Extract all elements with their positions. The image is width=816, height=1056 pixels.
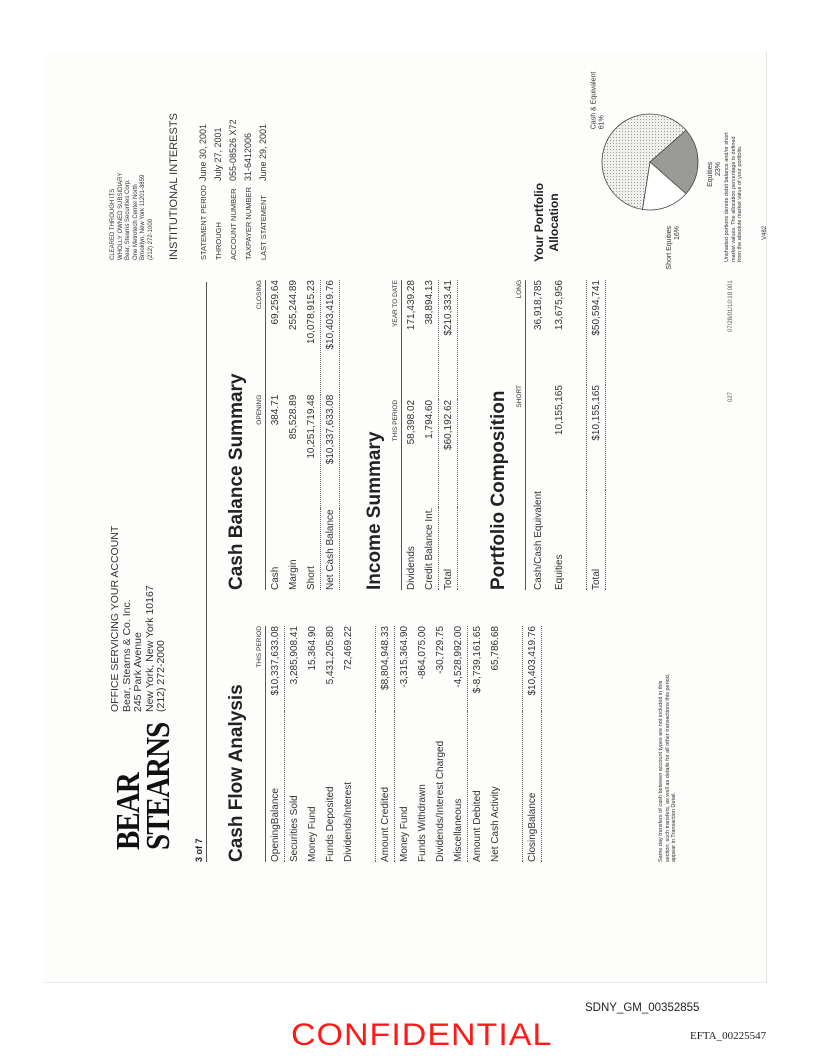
cash-flow-table <box>254 626 542 862</box>
table-row: Credit Balance Int. 1,794.60 38,894.13 <box>423 280 435 590</box>
rotated-statement-content <box>44 52 766 982</box>
bates-number: SDNY_GM_00352855 <box>585 1002 700 1014</box>
table-row: Dividends/Interest 72,469.22 <box>342 626 354 862</box>
portfolio-composition-title: Portfolio Composition <box>488 390 509 590</box>
table-row: Total $60,192.62 $210,333.41 <box>439 280 458 590</box>
portfolio-composition-table: SHORT LONG Cash/Cash Equivalent 36,918,785 Equities 10,155,165 13,675,956 Total $10,155,165 $50,594,741 <box>514 280 606 590</box>
page-number: 3 of 7 <box>194 838 204 862</box>
table-row: Short 10,251,719.48 10,078,915.23 <box>305 280 317 590</box>
form-code: V482 <box>762 225 768 240</box>
cash-flow-col-header: THIS PERIOD <box>254 626 266 862</box>
table-row: Dividends/Interest Charged -30,729.75 <box>434 626 446 862</box>
account-type-label: INSTITUTIONAL INTERESTS <box>168 113 180 260</box>
table-row: Total $10,155,165 $50,594,741 <box>587 280 606 590</box>
table-row: Money Fund -3,315,364.90 <box>395 626 414 862</box>
scanned-statement-page <box>44 52 767 983</box>
table-row: Equities 10,155,165 13,675,956 <box>553 280 565 590</box>
footer-code: 027 <box>728 391 734 402</box>
statement-meta: STATEMENT PERIOD June 30, 2001 THROUGH July 27, 2001 ACCOUNT NUMBER 055-08526 X72 TAXPAYER NUMBER 31-6412006 LAST STATEMENT June 29, 2001 <box>198 119 268 260</box>
table-row: Net Cash Balance $10,337,633.08 $10,403,419.76 <box>321 280 340 590</box>
table-row: Securities Sold 3,285,908.41 <box>285 626 304 862</box>
footer-timestamp: 07/28/01/10:18 001 <box>728 280 734 332</box>
table-row: Amount Debited $-8,739,161.65 <box>468 626 487 862</box>
allocation-pie-chart <box>588 62 722 270</box>
table-row: Dividends 58,398.02 171,439.28 <box>405 280 417 590</box>
table-row: Miscellaneous -4,528,992.00 <box>452 626 464 862</box>
table-row: ClosingBalance $10,403,419.76 <box>523 626 542 862</box>
confidential-stamp: CONFIDENTIAL <box>291 1017 553 1053</box>
table-row: Cash 384.71 69,259.64 <box>269 280 281 590</box>
cash-balance-table: OPENING CLOSING Cash 384.71 69,259.64 Margin 85,528.89 255,244.89 Short 10,251,719.48 10,078,915.23 Net Cash Balance $10,337,633.08 $10,403,419.76 <box>254 280 340 590</box>
table-row: Cash/Cash Equivalent 36,918,785 <box>532 280 544 590</box>
income-summary-title: Income Summary <box>364 431 385 590</box>
pie-label: Short Equities16% <box>666 225 682 270</box>
bear-stearns-logo: BEAR STEARNS <box>110 722 177 850</box>
header-rule <box>206 282 207 862</box>
clearing-firm-address: CLEARED THROUGH ITS WHOLLY OWNED SUBSIDIARY Bear, Stearns Securities Corp. One Metrotech Center North Brooklyn, New York 11201-3859 (212) 272-1000 <box>110 172 154 260</box>
table-row: OpeningBalance $10,337,633.08 <box>269 626 281 862</box>
pie-label: Equities23% <box>707 162 722 187</box>
table-row: Net Cash Activity 65,786.68 <box>489 626 501 862</box>
table-row: Funds Withdrawn -864,075.00 <box>416 626 428 862</box>
cash-balance-title: Cash Balance Summary <box>226 373 247 590</box>
income-summary-table: THIS PERIOD YEAR TO DATE Dividends 58,398.02 171,439.28 Credit Balance Int. 1,794.60 38,894.13 Total $60,192.62 $210,333.41 <box>390 280 458 590</box>
allocation-title: Your Portfolio Allocation <box>532 182 561 262</box>
office-servicing-address: OFFICE SERVICING YOUR ACCOUNT Bear, Stearns & Co. Inc. 245 Park Avenue New York, New York 10167 (212) 272-2000 <box>109 525 167 712</box>
table-row: Money Fund 15,364.90 <box>306 626 318 862</box>
allocation-footnote: Unshaded portions denote debit balance and/or short market values. The allocation percentage is defined from the absolute market value of your portfolio. <box>724 132 743 262</box>
cash-flow-footnote: Same day transfers of cash between account types are not included in this section; such transfers, as well as details for all other transactions this period, appear in Transaction Detail. <box>658 673 677 862</box>
table-row: Margin 85,528.89 255,244.89 <box>287 280 299 590</box>
efta-number: EFTA_00225547 <box>690 1030 767 1042</box>
table-row: Funds Deposited 5,431,205.80 <box>324 626 336 862</box>
table-row: Amount Credited $8,804,948.33 <box>376 626 395 862</box>
cash-flow-title: Cash Flow Analysis <box>226 684 247 862</box>
pie-label: Cash & Equivalent61% <box>590 71 606 130</box>
